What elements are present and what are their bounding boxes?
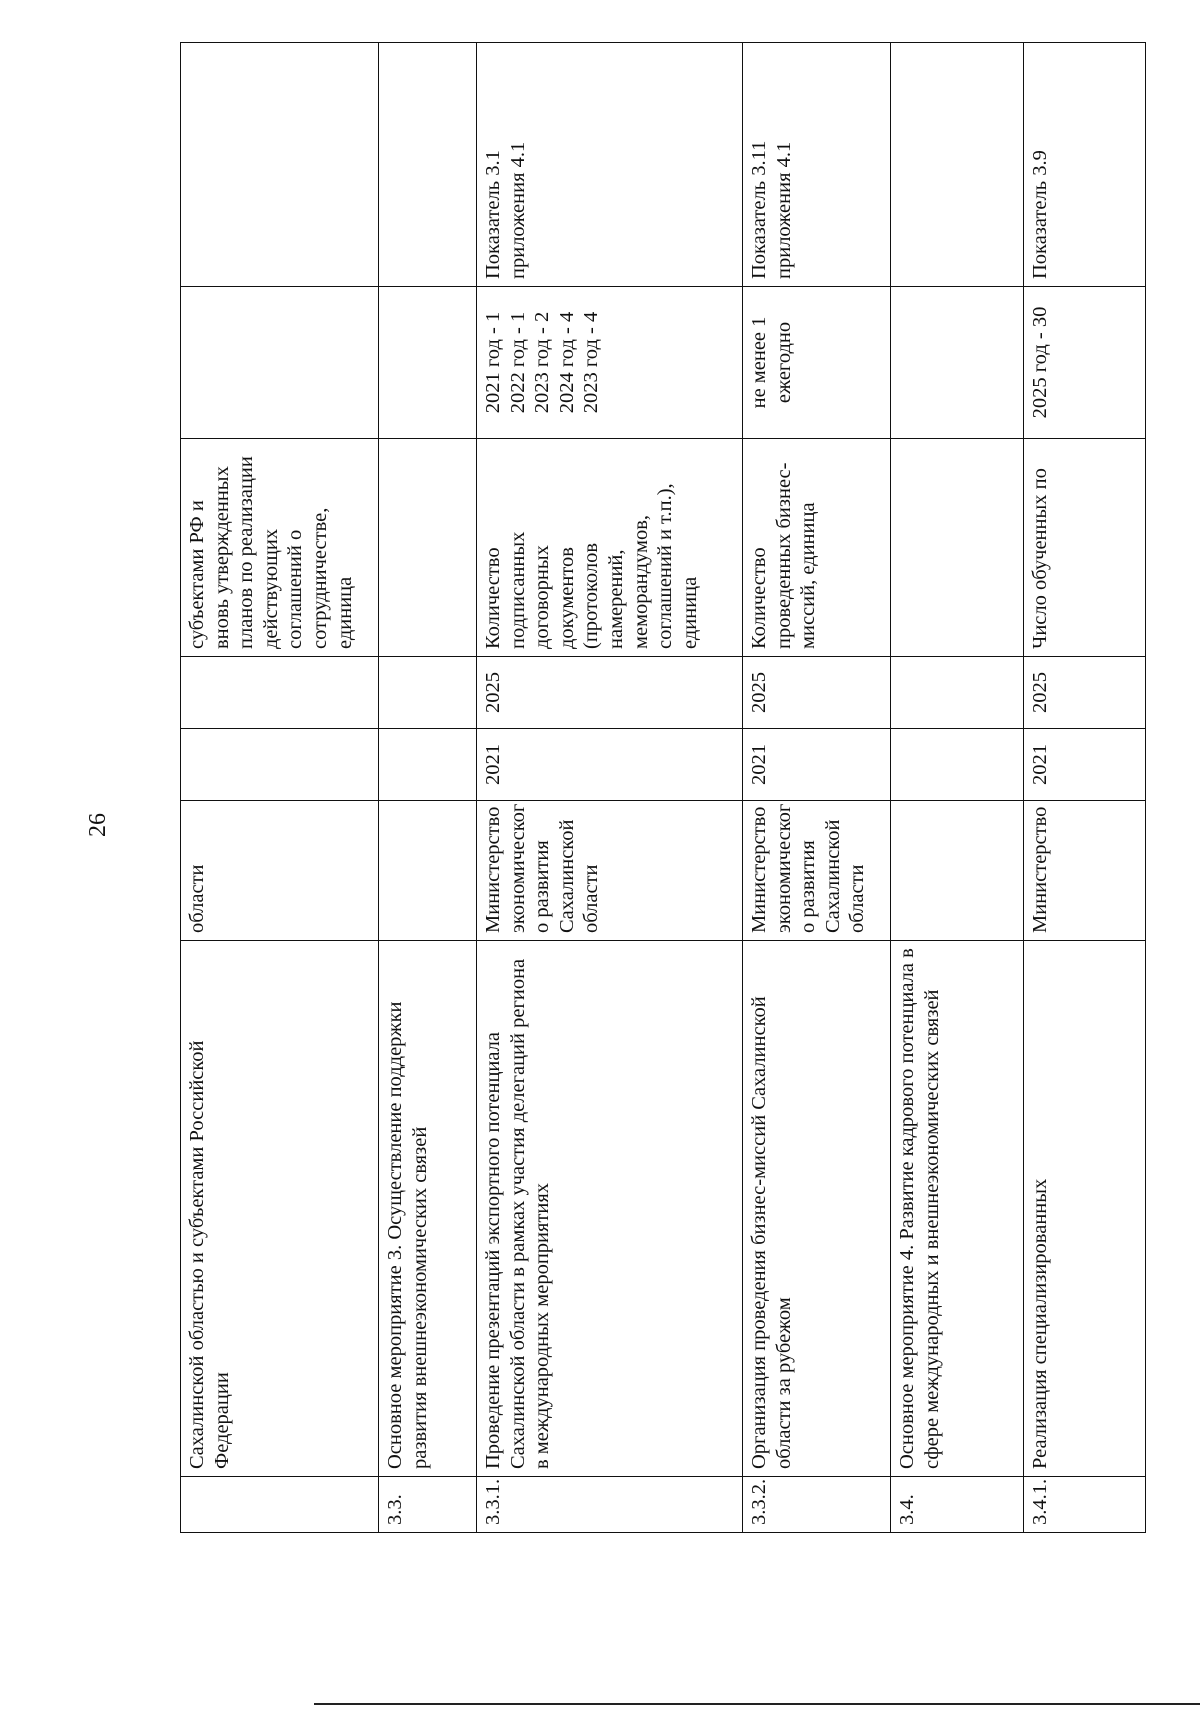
indicator: Число обученных по	[1024, 439, 1146, 657]
table-row	[477, 43, 743, 1533]
start-year	[891, 729, 1024, 801]
target-values	[379, 287, 477, 439]
start-year	[379, 729, 477, 801]
measure-name: Основное мероприятие 4. Развитие кадрового потенциала в сфере международных и внешнеэкономических связей	[891, 941, 1024, 1477]
indicator-link	[891, 43, 1024, 287]
target-values: 2025 год - 30	[1024, 287, 1146, 439]
end-year: 2025	[477, 657, 743, 729]
start-year: 2021	[1024, 729, 1146, 801]
end-year: 2025	[1024, 657, 1146, 729]
indicator	[891, 439, 1024, 657]
executor: Министерство	[1024, 801, 1146, 941]
executor: области	[181, 801, 379, 941]
end-year: 2025	[743, 657, 891, 729]
target-values	[891, 287, 1024, 439]
row-number: 3.4.	[891, 1477, 1024, 1533]
start-year: 2021	[743, 729, 891, 801]
bottom-rule	[314, 1703, 1200, 1705]
measures-table	[180, 42, 1146, 1533]
row-number: 3.3.	[379, 1477, 477, 1533]
measure-name: Организация проведения бизнес-миссий Сахалинской области за рубежом	[743, 941, 891, 1477]
start-year: 2021	[477, 729, 743, 801]
indicator: Количество проведенных бизнес- миссий, единица	[743, 439, 891, 657]
executor	[379, 801, 477, 941]
end-year	[181, 657, 379, 729]
table-row	[181, 43, 379, 1533]
row-number: 3.3.1.	[477, 1477, 743, 1533]
indicator-link	[181, 43, 379, 287]
measure-name: Проведение презентаций экспортного потенциала Сахалинской области в рамках участия делегаций региона в международных мероприятиях	[477, 941, 743, 1477]
row-number: 3.4.1.	[1024, 1477, 1146, 1533]
indicator-link: Показатель 3.11 приложения 4.1	[743, 43, 891, 287]
indicator-link: Показатель 3.9	[1024, 43, 1146, 287]
measure-name: Реализация специализированных	[1024, 941, 1146, 1477]
table-row	[1024, 43, 1146, 1533]
table-row	[743, 43, 891, 1533]
row-number: 3.3.2.	[743, 1477, 891, 1533]
indicator	[379, 439, 477, 657]
indicator-link: Показатель 3.1 приложения 4.1	[477, 43, 743, 287]
end-year	[891, 657, 1024, 729]
rotated-table-container	[180, 43, 1145, 1533]
table-row	[379, 43, 477, 1533]
measure-name: Основное мероприятие 3. Осуществление поддержки развития внешнеэкономических связей	[379, 941, 477, 1477]
indicator: Количество подписанных договорных документов (протоколов намерений, меморандумов, соглашений и т.п.), единица	[477, 439, 743, 657]
target-values: 2021 год - 1 2022 год - 1 2023 год - 2 2024 год - 4 2023 год - 4	[477, 287, 743, 439]
row-number	[181, 1477, 379, 1533]
start-year	[181, 729, 379, 801]
end-year	[379, 657, 477, 729]
indicator: субъектами РФ и вновь утвержденных планов по реализации действующих соглашений о сотрудничестве, единица	[181, 439, 379, 657]
executor	[891, 801, 1024, 941]
measure-name: Сахалинской областью и субъектами Российской Федерации	[181, 941, 379, 1477]
page-number: 26	[85, 813, 111, 837]
target-values	[181, 287, 379, 439]
indicator-link	[379, 43, 477, 287]
target-values: не менее 1 ежегодно	[743, 287, 891, 439]
table-row	[891, 43, 1024, 1533]
executor: Министерство экономическог о развития Сахалинской области	[477, 801, 743, 941]
executor: Министерство экономическог о развития Сахалинской области	[743, 801, 891, 941]
